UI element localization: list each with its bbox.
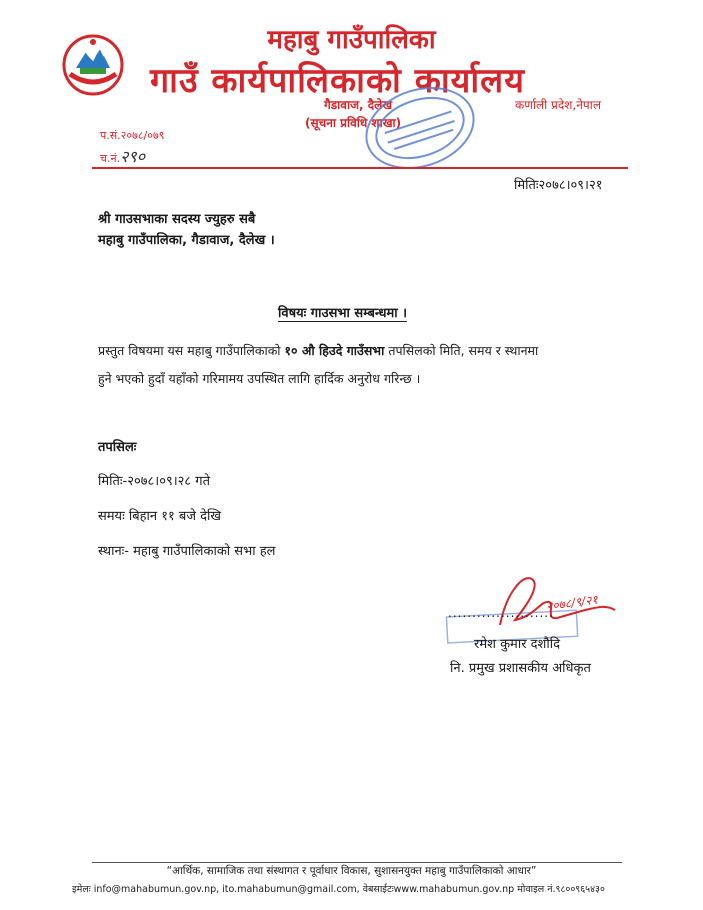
ps-number: प.सं.२०७८/०७९ [100, 129, 165, 142]
body-text-1: प्रस्तुत विषयमा यस महाबु गाउँपालिकाको [98, 343, 281, 358]
details-place: स्थानः- महाबु गाउँपालिकाको सभा हल [98, 544, 276, 559]
body-line-1 [98, 342, 638, 359]
recipient-line-1: श्री गाउसभाका सदस्य ज्युहरु सबै [98, 212, 256, 227]
recipient-line-2: महाबु गाउँपालिका, गैडावाज, दैलेख । [98, 233, 275, 248]
body-text-2: तपसिलको मिति, समय र स्थानमा [388, 343, 539, 358]
office-section: (सूचना प्रविधि शाखा) [305, 116, 402, 130]
footer-divider [92, 862, 622, 863]
footer-motto: “आर्थिक, सामाजिक तथा संस्थागत र पूर्वाधार विकास, सुशासनयुक्त महाबु गाउँपालिकाको आधार” [166, 865, 537, 877]
province-text: कर्णाली प्रदेश,नेपाल [515, 98, 601, 112]
signature-date: २०७८/९/२१ [545, 592, 599, 614]
cn-number [100, 145, 145, 167]
office-name: गाउँ कार्यपालिकाको कार्यालय [150, 61, 525, 101]
details-time: समयः बिहान ११ बजे देखि [98, 509, 222, 524]
cn-value: २९० [120, 147, 146, 166]
details-heading: तपसिलः [98, 440, 137, 455]
signature-dots: ...................... [448, 606, 554, 620]
office-location: गैडावाज, दैलेख [324, 98, 393, 112]
details-date: मितिः-२०७८।०९।२८ गते [98, 474, 211, 489]
footer-contact: इमेलः info@mahabumun.gov.np, ito.mahabumun@gmail.com, वेबसाईटःwww.mahabumun.gov.np मोवाइल नं.९८००९६५४३० [72, 884, 605, 895]
signatory-title: नि. प्रमुख प्रशासकीय अधिकृत [450, 661, 591, 676]
header-divider [92, 167, 628, 169]
body-bold-text: १० औ हिउदे गाउँसभा [284, 343, 385, 358]
cn-label: च.नं. [100, 152, 121, 165]
letter-date: मितिः२०७८।०९।२१ [514, 178, 603, 193]
office-stamp [355, 78, 485, 178]
signatory-name: रमेश कुमार दशौदि [474, 637, 561, 652]
body-line-2: हुने भएको हुदाँ यहाँको गरिमामय उपस्थित लागि हार्दिक अनुरोध गरिन्छ । [98, 371, 421, 386]
org-name: महाबु गाउँपालिका [267, 25, 436, 55]
subject-line: विषयः गाउसभा सम्बन्धमा । [278, 303, 407, 322]
